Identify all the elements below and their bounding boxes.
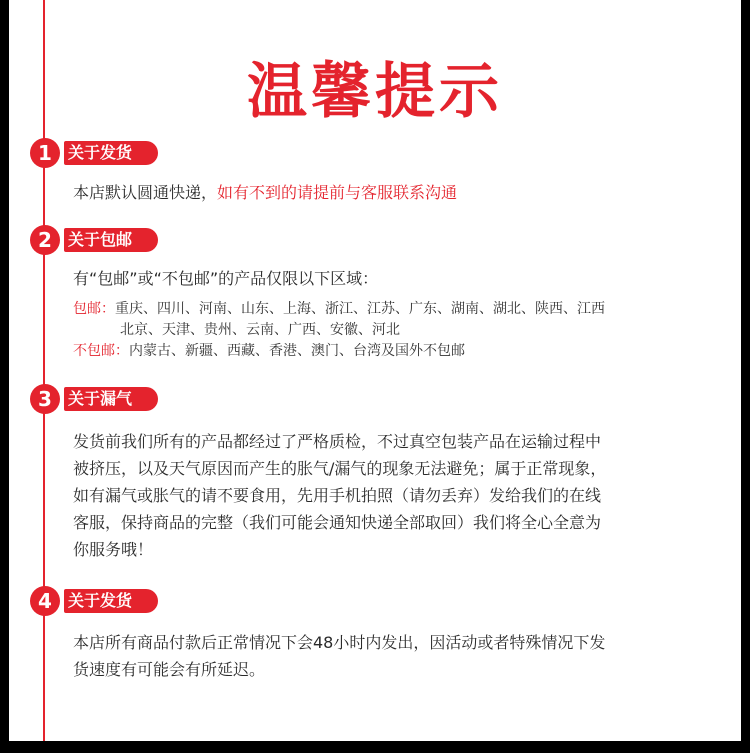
section-3-heading: 关于漏气 — [64, 387, 158, 411]
leak-text-line-2: 被挤压，以及天气原因而产生的胀气/漏气的现象无法避免；属于正常现象， — [73, 459, 607, 478]
free-shipping-label: 包邮： — [73, 301, 115, 317]
free-shipping-line-2: 北京、天津、贵州、云南、广西、安徽、河北 — [120, 322, 400, 338]
notice-sheet — [9, 0, 741, 741]
section-1-text — [73, 179, 713, 206]
leak-text-line-5: 你服务哦！ — [73, 540, 154, 559]
section-3-text — [73, 428, 713, 563]
section-1-number: 1 — [30, 138, 60, 168]
non-free-shipping-regions — [73, 341, 703, 362]
shipping-contact-note: 如有不到的请提前与客服联系沟通 — [217, 183, 458, 202]
free-shipping-intro: 有“包邮”或“不包邮”的产品仅限以下区域： — [73, 269, 379, 288]
section-2-heading: 关于包邮 — [64, 228, 158, 252]
section-3-number: 3 — [30, 384, 60, 414]
free-shipping-regions — [73, 299, 703, 341]
shipping-default-text: 本店默认圆通快递， — [73, 183, 218, 202]
non-free-shipping-label: 不包邮： — [73, 343, 129, 359]
section-4-text — [73, 629, 713, 683]
page-title: 温馨提示 — [247, 57, 503, 127]
dispatch-text-line-1: 本店所有商品付款后正常情况下会48小时内发出，因活动或者特殊情况下发 — [73, 633, 606, 652]
leak-text-line-3: 如有漏气或胀气的请不要食用，先用手机拍照（请勿丢弃）发给我们的在线 — [73, 486, 602, 505]
section-2-number: 2 — [30, 225, 60, 255]
section-4-heading: 关于发货 — [64, 589, 158, 613]
leak-text-line-1: 发货前我们所有的产品都经过了严格质检，不过真空包装产品在运输过程中 — [73, 432, 602, 451]
dispatch-text-line-2: 货速度有可能会有所延迟。 — [73, 660, 266, 679]
section-1-heading: 关于发货 — [64, 141, 158, 165]
free-shipping-line-1: 重庆、四川、河南、山东、上海、浙江、江苏、广东、湖南、湖北、陕西、江西 — [115, 301, 605, 317]
non-free-shipping-text: 内蒙古、新疆、西藏、香港、澳门、台湾及国外不包邮 — [129, 343, 465, 359]
leak-text-line-4: 客服，保持商品的完整（我们可能会通知快递全部取回）我们将全心全意为 — [73, 513, 602, 532]
section-4-number: 4 — [30, 586, 60, 616]
